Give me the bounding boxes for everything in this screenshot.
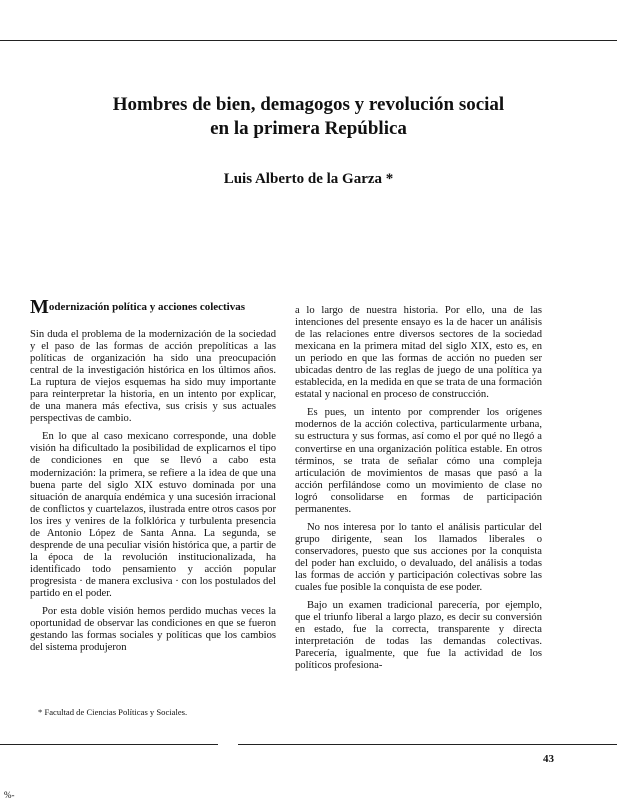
corner-mark: %-	[4, 790, 15, 800]
left-paragraph-3: Por esta doble visión hemos perdido muchas veces la oportunidad de observar las condiciones en que se fueron gestando las formas sociales y políticas que los cambios del sistema produjeron	[30, 606, 276, 654]
bottom-rule-left	[0, 744, 218, 745]
section-heading-text: odernización política y acciones colectivas	[48, 301, 246, 313]
article-title-line-2: en la primera República	[210, 118, 407, 139]
left-column	[30, 329, 276, 654]
right-column	[295, 305, 542, 672]
article-title-line-1: Hombres de bien, demagogos y revolución social	[112, 94, 505, 115]
section-heading	[30, 296, 245, 319]
bottom-rule-right	[238, 744, 617, 745]
right-paragraph-1: a lo largo de nuestra historia. Por ello, una de las intenciones del presente ensayo es la de hacer un análisis de las relaciones entre diversos sectores de la sociedad mexicana en la primera mitad del siglo XIX, esto es, en un periodo en que las formas de acción no pueden ser ubicadas dentro de las reglas de juego de una política ya establecida, en la medida en que se trata de una formación estatal y nacional en proceso de construcción.	[295, 305, 542, 401]
right-paragraph-2: Es pues, un intento por comprender los orígenes modernos de la acción colectiva, particularmente urbana, su estructura y sus formas, así como el por qué no llegó a convertirse en una organización política estable. En otros términos, se trata de señalar cómo una compleja articulación de movimientos de masas que pasó a la acción perfilándose como un movimiento de clase no logró consolidarse en formas de participación permanentes.	[295, 407, 542, 515]
left-paragraph-1: Sin duda el problema de la modernización de la sociedad y el paso de las formas de acción prepolíticas a las políticas de organización ha sido una preocupación central de la investigación histórica en los últimos años. La ruptura de viejos esquemas ha sido muy importante para reinterpretar la historia, en un intento por explicar, de una manera más efectiva, sus crisis y sus actuales perspectivas de cambio.	[30, 329, 276, 425]
footnote: * Facultad de Ciencias Políticas y Sociales.	[38, 707, 188, 717]
left-paragraph-2: En lo que al caso mexicano corresponde, una doble visión ha dificultado la posibilidad de explicarnos el tipo de condiciones en que se llevó a cabo esta modernización: la primera, se refiere a la idea de que una buena parte del siglo XIX estuvo dominada por una situación de anarquía endémica y una sucesión irracional de conflictos y cuartelazos, ilustrada entre otros casos por los ires y venires de la folklórica y turbulenta presencia de Antonio López de Santa Anna. La segunda, se desprende de una peculiar visión histórica que, a partir de la época de la revolución institucionalizada, ha identificado todo pensamiento y acción popular progresista · de manera exclusiva · con los postulados del partido en el poder.	[30, 431, 276, 599]
section-heading-initial: M	[30, 296, 49, 318]
right-paragraph-3: No nos interesa por lo tanto el análisis particular del grupo dirigente, sean los llamados liberales o conservadores, puesto que sus acciones por la conquista del poder han excluido, o devaluado, del análisis a todas las formas de acción y participación colectivas sobre las cuales fue posible la conquista de ese poder.	[295, 521, 542, 594]
right-paragraph-4: Bajo un examen tradicional parecería, por ejemplo, que el triunfo liberal a largo plazo, es decir su conversión en estado, fue la correcta, transparente y directa interpretación de todas las demandas colectivas. Parecería, igualmente, que fue la actividad de los políticos profesiona-	[295, 600, 542, 672]
top-rule	[0, 40, 617, 41]
author-name: Luis Alberto de la Garza *	[223, 171, 394, 187]
page-number: 43	[543, 753, 554, 765]
